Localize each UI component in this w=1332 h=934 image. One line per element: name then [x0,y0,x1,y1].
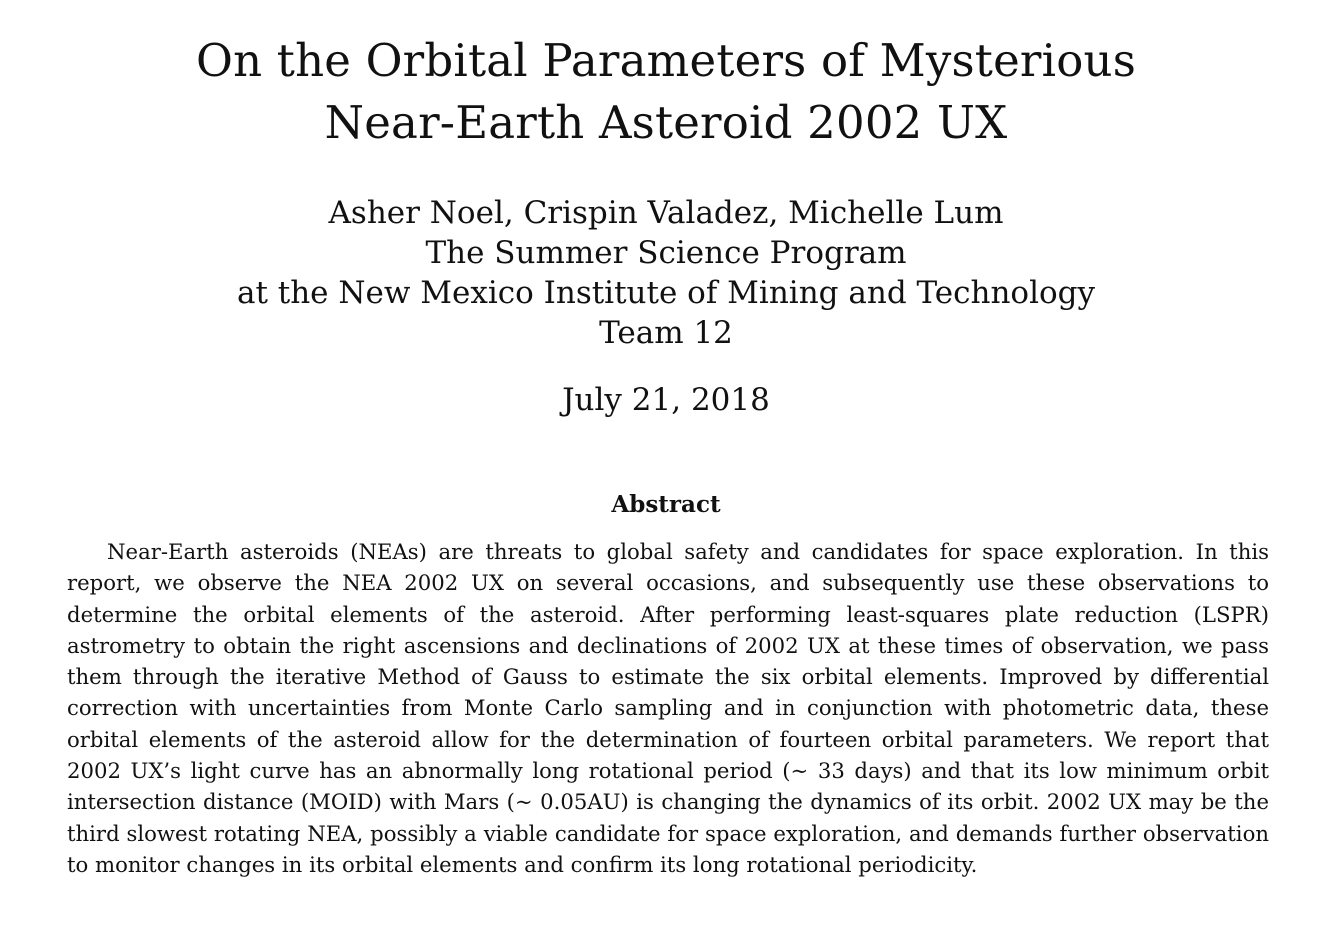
author-names: Asher Noel, Crispin Valadez, Michelle Lum [328,195,1004,231]
abstract-heading: Abstract [611,491,721,518]
author-block [0,193,1332,353]
affiliation-institute: at the New Mexico Institute of Mining and Technology [236,275,1096,311]
affiliation-program: The Summer Science Program [425,235,907,271]
team-label: Team 12 [599,315,733,351]
title-line-2: Near-Earth Asteroid 2002 UX [324,96,1008,149]
title-line-1: On the Orbital Parameters of Mysterious [196,34,1136,87]
abstract-text: Near-Earth asteroids (NEAs) are threats to global safety and candidates for space exploration. In this report, we observe the NEA 2002 UX on several occasions, and subsequently use these observations to determine the orbital elements of the asteroid. After performing least-squares plate reduction (LSPR) astrometry to obtain the right ascensions and declinations of 2002 UX at these times of observation, we pass them through the iterative Method of Gauss to estimate the six orbital elements. Improved by differential correction with uncertainties from Monte Carlo sampling and in conjunction with photometric data, these orbital elements of the asteroid allow for the determination of fourteen orbital parameters. We report that 2002 UX’s light curve has an abnormally long rotational period (∼ 33 days) and that its low minimum orbit intersection distance (MOID) with Mars (∼ 0.05AU) is changing the dynamics of its orbit. 2002 UX may be the third slowest rotating NEA, possibly a viable candidate for space exploration, and demands further observation to monitor changes in its orbital elements and confirm its long rotational periodicity. [67,539,1269,877]
paper-title [0,30,1332,154]
paper-date: July 21, 2018 [562,382,770,418]
